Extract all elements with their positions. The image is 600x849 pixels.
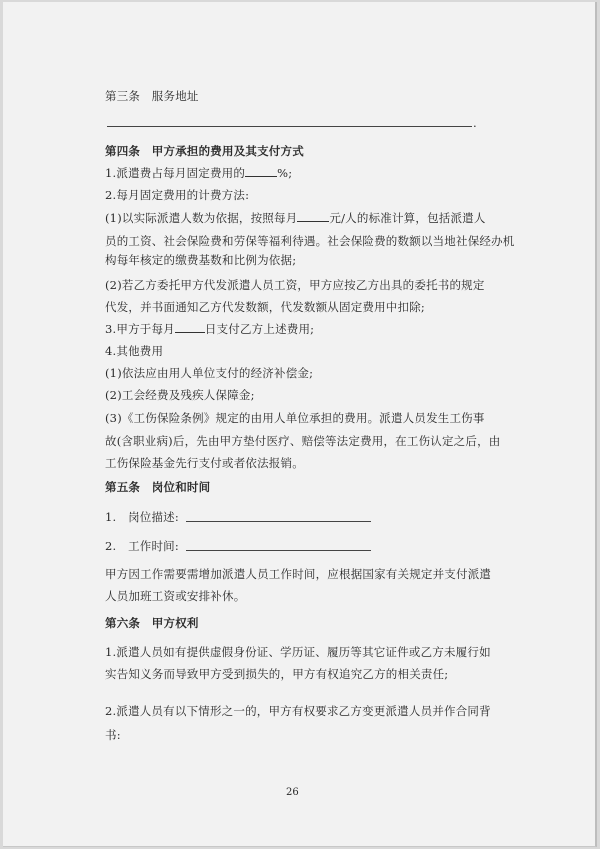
item-1-suffix: %; [277,166,293,180]
document-page [3,2,597,847]
position-description-label: 1. 岗位描述: [105,510,179,524]
working-time-blank [186,550,371,551]
per-person-fee-blank [297,210,329,222]
article-5-overtime-line1: 甲方因工作需要需增加派遣人员工作时间，应根据国家有关规定并支付派遣 [105,567,492,581]
article-4-item-1 [105,165,292,181]
article-6-item-2-line2: 书: [105,728,121,742]
position-description-blank [186,521,371,522]
article-4-item-2-1-line1 [105,210,486,226]
article-6-item-1-line1: 1.派遣人员如有提供虚假身份证、学历证、履历等其它证件或乙方未履行如 [105,645,491,659]
article-4-item-4: 4.其他费用 [105,344,164,358]
article-4-item-3 [105,321,314,337]
article-6-item-2-line1: 2.派遣人员有以下情形之一的，甲方有权要求乙方变更派遣人员并作合同背 [105,704,491,718]
article-5-heading: 第五条 岗位和时间 [105,480,211,494]
article-6-heading: 第六条 甲方权利 [105,616,199,630]
item-3-suffix: 日支付乙方上述费用; [204,322,315,336]
article-4-item-2-1-line2: 员的工资、社会保险费和劳保等福利待遇。社会保险费的数额以当地社保经办机 [105,234,515,248]
fee-percent-blank [245,165,277,177]
article-4-item-2: 2.每月固定费用的计费方法: [105,188,250,202]
article-6-item-1-line2: 实告知义务而导致甲方受到损失的，甲方有权追究乙方的相关责任; [105,667,449,681]
article-4-item-2-2-line1: (2)若乙方委托甲方代发派遣人员工资，甲方应按乙方出具的委托书的规定 [105,278,485,292]
address-line-end: . [473,116,477,130]
payment-day-blank [175,321,205,333]
working-time-label: 2. 工作时间: [105,539,179,553]
article-4-item-4-3-line1: (3)《工伤保险条例》规定的由用人单位承担的费用。派遣人员发生工伤事 [105,411,485,425]
article-3-heading: 第三条 服务地址 [105,89,199,103]
article-4-heading: 第四条 甲方承担的费用及其支付方式 [105,144,304,158]
article-4-item-4-1: (1)依法应由用人单位支付的经济补偿金; [105,366,314,380]
page-number: 26 [286,787,299,798]
article-4-item-4-3-line3: 工伤保险基金先行支付或者依法报销。 [105,456,304,470]
item-2-1-text: (1)以实际派遣人数为依据，按照每月 [105,211,298,225]
article-5-overtime-line2: 人员加班工资或安排补休。 [105,589,246,603]
article-4-item-4-3-line2: 故(含职业病)后，先由甲方垫付医疗、赔偿等法定费用，在工伤认定之后，由 [105,434,501,448]
article-4-item-4-2: (2)工会经费及残疾人保障金; [105,388,255,402]
item-2-1-suffix: 元/人的标准计算，包括派遣人 [329,211,486,225]
address-blank-line [107,126,472,127]
article-4-item-2-2-line2: 代发，并书面通知乙方代发数额，代发数额从固定费用中扣除; [105,300,425,314]
article-4-item-2-1-line3: 构每年核定的缴费基数和比例为依据; [105,253,297,267]
item-1-text: 1.派遣费占每月固定费用的 [105,166,246,180]
item-3-text: 3.甲方于每月 [105,322,175,336]
